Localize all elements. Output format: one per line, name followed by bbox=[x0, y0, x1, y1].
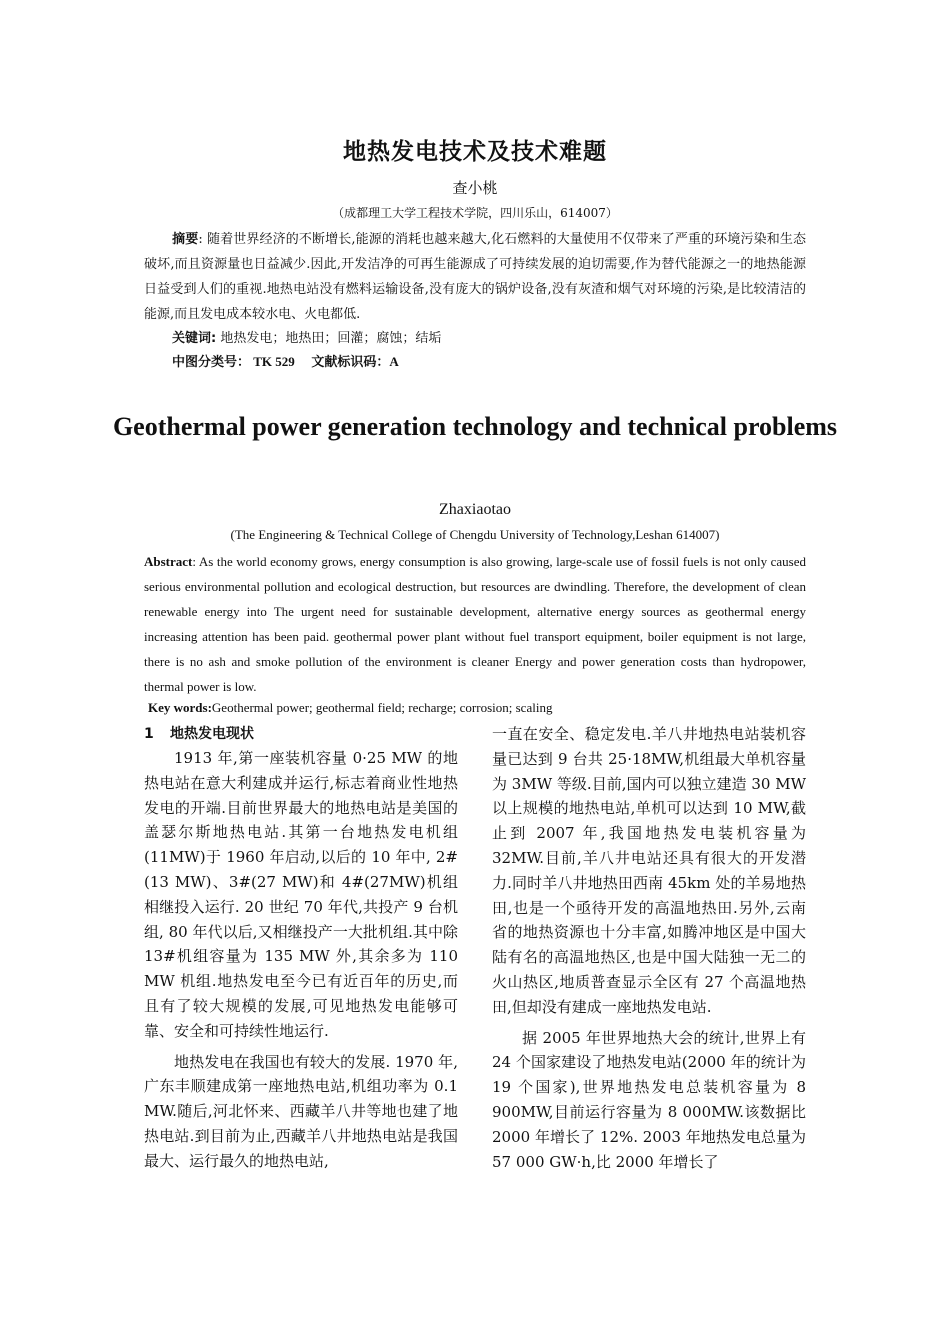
chinese-abstract bbox=[144, 227, 806, 327]
english-author: Zhaxiaotao bbox=[439, 501, 511, 518]
english-affiliation: (The Engineering & Technical College of Chengdu University of Technology,Leshan 614007) bbox=[230, 527, 720, 542]
body-column-left bbox=[144, 722, 458, 1174]
chinese-keywords bbox=[172, 327, 441, 346]
chinese-author: 查小桃 bbox=[452, 179, 498, 197]
english-keywords bbox=[148, 700, 552, 716]
body-column-right bbox=[492, 722, 806, 1174]
chinese-keywords-label: 关键词: bbox=[172, 331, 217, 346]
chinese-keywords-text: 地热发电；地热田；回灌；腐蚀；结垢 bbox=[216, 331, 442, 346]
section-number: 1 bbox=[144, 726, 154, 742]
document-code-value: A bbox=[389, 354, 399, 369]
chinese-title: 地热发电技术及技术难题 bbox=[343, 139, 607, 165]
body-paragraph: 地热发电在我国也有较大的发展. 1970 年,广东丰顺建成第一座地热电站,机组功率为 0.1 MW.随后,河北怀来、西藏羊八井等地也建了地热电站.到目前为止,西藏羊八井地热电站是我国最大、运行最久的地热电站, bbox=[144, 1052, 458, 1170]
class-number-value: TK 529 bbox=[250, 354, 295, 369]
classification-line bbox=[172, 351, 399, 370]
document-code-label: 文献标识码： bbox=[311, 355, 390, 370]
english-keywords-text: Geothermal power; geothermal field; recharge; corrosion; scaling bbox=[211, 700, 553, 715]
english-title: Geothermal power generation technology and technical problems bbox=[112, 412, 838, 441]
english-abstract-label: Abstract bbox=[144, 554, 193, 569]
english-keywords-label: Key words: bbox=[148, 700, 212, 715]
english-abstract bbox=[144, 549, 806, 699]
section-title: 地热发电现状 bbox=[170, 726, 254, 742]
chinese-abstract-text: : 随着世界经济的不断增长,能源的消耗也越来越大,化石燃料的大量使用不仅带来了严重的环境污染和生态破坏,而且资源量也日益减少.因此,开发洁净的可再生能源成了可持续发展的迫切需要,作为替代能源之一的地热能源日益受到人们的重视.地热电站没有燃料运输设备,没有庞大的锅炉设备,没有灰渣和烟气对环境的污染,是比较清洁的能源,而且发电成本较水电、火电都低. bbox=[144, 232, 806, 322]
class-number-label: 中图分类号： bbox=[172, 355, 251, 370]
body-paragraph: 一直在安全、稳定发电.羊八井地热电站装机容量已达到 9 台共 25·18MW,机组最大单机容量为 3MW 等级.目前,国内可以独立建造 30 MW 以上规模的地热电站,单机可以达到 10 MW,截止到 2007 年,我国地热发电装机容量为 32MW.目前,羊八井电站还具有很大的开发潜力.同时羊八井地热田西南 45km 处的羊易地热田,也是一个亟待开发的高温地热田.另外,云南省的地热资源也十分丰富,如腾冲地区是中国大陆有名的高温地热区,也是中国大陆独一无二的火山热区,地质普查显示全区有 27 个高温地热田,但却没有建成一座地热发电站. bbox=[492, 725, 806, 1016]
chinese-abstract-label: 摘要 bbox=[172, 232, 199, 247]
body-paragraph: 据 2005 年世界地热大会的统计,世界上有 24 个国家建设了地热发电站(2000 年的统计为 19 个国家),世界地热发电总装机容量为 8 900MW,目前运行容量为 8 000MW.该数据比 2000 年增长了 12%. 2003 年地热发电总量为 57 000 GW·h,比 2000 年增长了 bbox=[492, 1028, 806, 1171]
section-heading bbox=[144, 722, 458, 746]
chinese-affiliation: （成都理工大学工程技术学院，四川乐山，614007） bbox=[332, 206, 618, 220]
english-abstract-text: : As the world economy grows, energy consumption is also growing, large-scale use of fossil fuels is not only caused serious environmental pollution and ecological destruction, but resources are dwindling. Therefore, the development of clean renewable energy into The urgent need for sustainable development, alternative energy sources as geothermal energy increasing attention has been paid. geothermal power plant without fuel transport equipment, boiler equipment is not large, there is no ash and smoke pollution of the environment is cleaner Energy and power generation costs than hydropower, thermal power is low. bbox=[144, 554, 806, 694]
body-paragraph: 1913 年,第一座装机容量 0·25 MW 的地热电站在意大利建成并运行,标志着商业性地热发电的开端.目前世界最大的地热电站是美国的盖瑟尔斯地热电站.其第一台地热发电机组(11MW)于 1960 年启动,以后的 10 年中, 2#(13 MW)、3#(27 MW)和 4#(27MW)机组相继投入运行. 20 世纪 70 年代,共投产 9 台机组, 80 年代以后,又相继投产一大批机组.其中除 13#机组容量为 135 MW 外,其余多为 110 MW 机组.地热发电至今已有近百年的历史,而且有了较大规模的发展,可见地热发电能够可靠、安全和可持续性地运行. bbox=[144, 749, 458, 1040]
